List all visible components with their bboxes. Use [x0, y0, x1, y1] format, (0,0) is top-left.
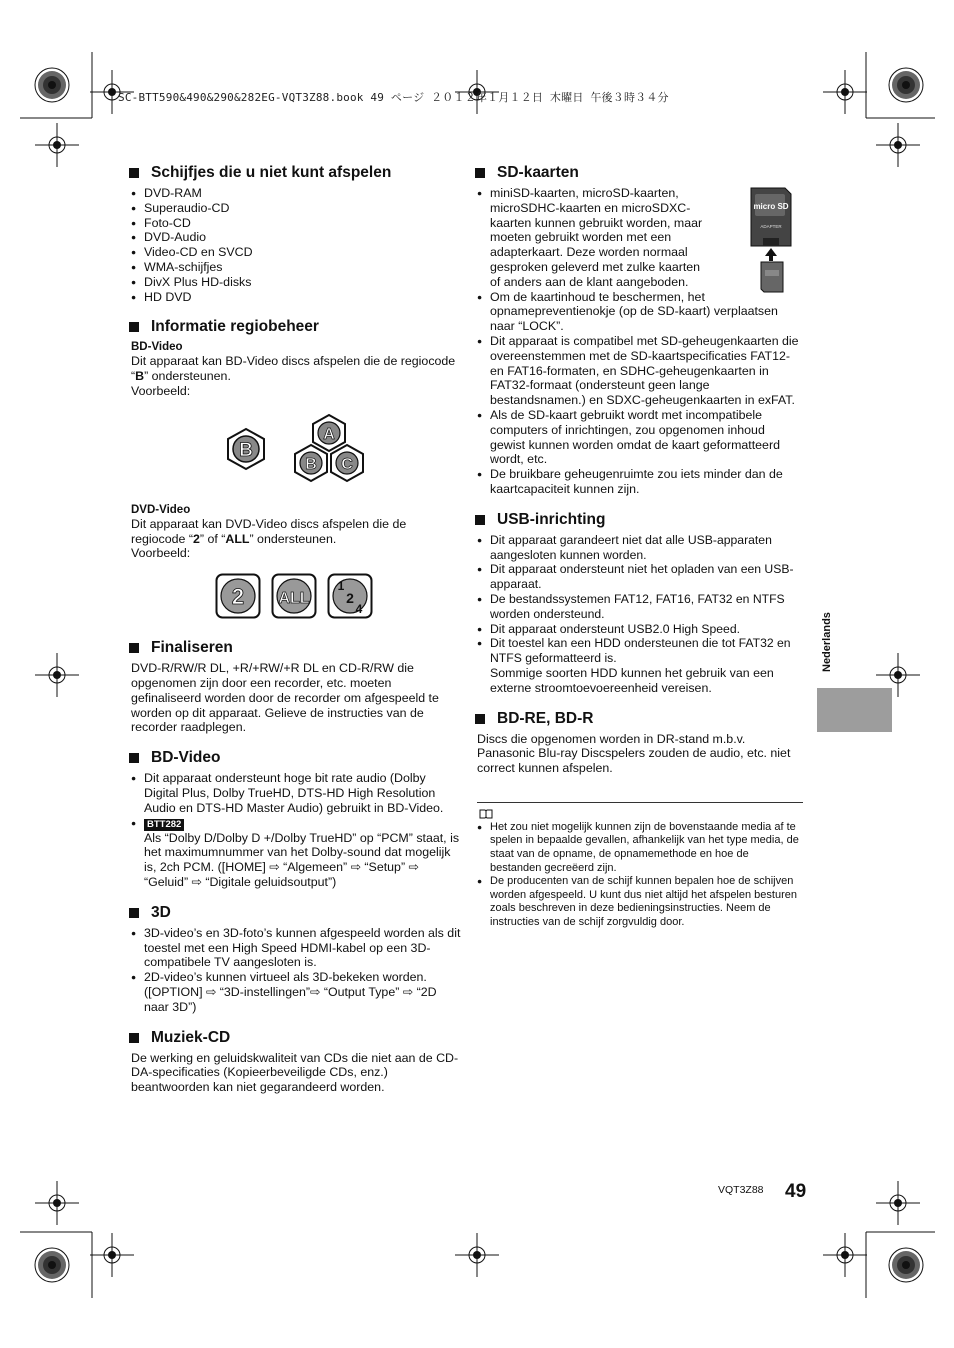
3d-list — [131, 926, 461, 1015]
list-item: ● Dit apparaat garandeert niet dat alle USB-apparaten aangesloten kunnen worden. — [477, 533, 803, 563]
section-bd-re — [477, 710, 803, 776]
list-item: ● BTT282 Als “Dolby D/Dolby D +/Dolby TrueHD” op “PCM” staat, is het maximumnummer van het Dolby-sound dat mogelijk is, 2ch PCM. ([HOME] ⇨ “Algemeen” ⇨ “Setup” ⇨ “Geluid” ⇨ “Digitale geluidsoutput”) — [131, 816, 461, 890]
section-title: Finaliseren — [129, 639, 461, 657]
square-bullet-icon — [129, 168, 139, 178]
svg-text:ADAPTER: ADAPTER — [760, 224, 782, 229]
language-tab-label: Nederlands — [821, 612, 833, 672]
list-item: ● De producenten van de schijf kunnen bepalen hoe de schijven worden afgespeeld. U kunt dus niet altijd het afspelen besturen zoals beschreven in deze bedieningsinstructies. Neem de instructies van de schijf zorgvuldig door. — [477, 875, 803, 929]
bd-region-b-icon — [226, 427, 266, 471]
page-number: 49 — [785, 1181, 807, 1202]
section-3d — [131, 904, 461, 1015]
list-item: ● Foto-CD — [131, 216, 461, 231]
section-title: BD-Video — [129, 749, 461, 767]
section-title: Informatie regiobeheer — [129, 318, 461, 336]
svg-text:2: 2 — [346, 590, 354, 607]
section-title: BD-RE, BD-R — [475, 710, 803, 728]
bd-video-list — [131, 771, 461, 890]
left-column — [131, 164, 461, 1109]
list-item: ● Dit apparaat ondersteunt hoge bit rate audio (Dolby Digital Plus, Dolby TrueHD, DTS-HD High Resolution Audio en DTS-HD Master Audio) gebruikt in BD-Video. — [131, 771, 461, 815]
list-item: ● Superaudio-CD — [131, 201, 461, 216]
dvd-region-logos — [215, 573, 461, 619]
example-label: Voorbeeld: — [131, 546, 191, 561]
usb-extra-text: Sommige soorten HDD kunnen het gebruik van een externe stroomtoevoereenheid vereisen. — [490, 665, 774, 695]
section-region-management — [131, 318, 461, 619]
square-bullet-icon — [475, 714, 485, 724]
svg-text:B: B — [305, 455, 317, 473]
svg-text:1: 1 — [337, 579, 345, 594]
list-item: ● Het zou niet mogelijk kunnen zijn de bovenstaande media af te spelen in bepaalde gevallen, afhankelijk van het type media, de staat van de opname, de opnamemethode en hoe de bestanden gecreëerd zijn. — [477, 821, 803, 875]
list-item: ● HD DVD — [131, 290, 461, 305]
section-unplayable-discs — [131, 164, 461, 304]
svg-text:C: C — [341, 455, 353, 473]
svg-text:B: B — [239, 439, 253, 461]
bd-region-text: Dit apparaat kan BD-Video discs afspelen die de regiocode “B” ondersteunen. — [131, 354, 456, 384]
dvd-region-all-icon — [271, 573, 317, 619]
list-item: ● miniSD-kaarten, microSD-kaarten, microSDHC-kaarten en microSDXC-kaarten kunnen gebruikt worden, maar moeten gebruikt worden met een adapterkaart. Deze worden normaal gesproken geleverd met zulke kaarten of anders aan de klant aangeboden. — [477, 186, 803, 290]
section-music-cd — [131, 1029, 461, 1095]
right-column — [477, 164, 803, 930]
section-title: Schijfjes die u niet kunt afspelen — [129, 164, 461, 182]
list-item: ● Video-CD en SVCD — [131, 245, 461, 260]
finalize-text: DVD-R/RW/R DL, +R/+RW/+R DL en CD-R/RW die opgenomen zijn door een recorder, etc. moeten gefinaliseerd worden door de recorder om afgespeeld te worden op dit apparaat. Gelieve de instructies van de recorder raadplegen. — [131, 661, 439, 735]
square-bullet-icon — [129, 643, 139, 653]
section-title: Muziek-CD — [129, 1029, 461, 1047]
dvd-region-text: Dit apparaat kan DVD-Video discs afspelen die de regiocode “2” of “ALL” ondersteunen. — [131, 516, 407, 546]
section-sd-cards — [477, 164, 803, 497]
section-finalize — [131, 639, 461, 735]
list-item: ● DVD-RAM — [131, 186, 461, 201]
list-item: ● Om de kaartinhoud te beschermen, het opnamepreventienokje (op de SD-kaart) verplaatsen naar “LOCK”. — [477, 290, 803, 334]
dvd-video-subheading: DVD-Video — [131, 503, 191, 516]
bd-region-abc-icon — [292, 413, 366, 485]
svg-text:4: 4 — [355, 602, 363, 617]
list-item: ● 2D-video’s kunnen virtueel als 3D-bekeken worden. ([OPTION] ⇨ “3D-instellingen”⇨ “Output Type” ⇨ “2D naar 3D”) — [131, 970, 461, 1014]
list-item: ● WMA-schijfjes — [131, 260, 461, 275]
svg-text:ALL: ALL — [278, 590, 310, 608]
bd-video-subheading: BD-Video — [131, 341, 183, 354]
model-badge: BTT282 — [144, 819, 184, 831]
list-item: ● De bestandssystemen FAT12, FAT16, FAT32 en NTFS worden ondersteund. — [477, 592, 803, 622]
section-title: USB-inrichting — [475, 511, 803, 529]
book-note-icon — [479, 809, 493, 819]
section-bd-video — [131, 749, 461, 890]
square-bullet-icon — [475, 515, 485, 525]
music-cd-text: De werking en geluidskwaliteit van CDs die niet aan de CD-DA-specificaties (Kopieerbeveiligde CDs, enz.) beantwoorden kan niet gegarandeerd worden. — [131, 1050, 459, 1095]
list-item: ● Als de SD-kaart gebruikt wordt met incompatibele computers of inrichtingen, zou opgenomen inhoud gewist kunnen worden omdat de kaart geformatteerd wordt, etc. — [477, 408, 803, 467]
list-item: ● 3D-video’s en 3D-foto’s kunnen afgespeeld worden als dit toestel met een High Speed HDMI-kabel op een 3D-compatibele TV aangesloten is. — [131, 926, 461, 970]
dvd-region-124-icon — [327, 573, 373, 619]
square-bullet-icon — [129, 322, 139, 332]
bd-re-text: Discs die opgenomen worden in DR-stand m.b.v. Panasonic Blu-ray Discspelers zouden de audio, etc. niet correct kunnen afspelen. — [477, 731, 791, 776]
notes-divider — [477, 802, 803, 803]
list-item: ● Dit apparaat ondersteunt niet het opladen van een USB-apparaat. — [477, 562, 803, 592]
list-item: ● Dit apparaat is compatibel met SD-geheugenkaarten die overeenstemmen met de SD-kaartspecificaties FAT12- en FAT16-formaten, en SDHC-geheugenkaarten in FAT32-formaat (ondersteunt geen lange bestandsnamen.) en SDXC-geheugenkaarten in exFAT. — [477, 334, 803, 408]
section-usb — [477, 511, 803, 696]
dvd-region-2-icon — [215, 573, 261, 619]
list-item: ● DVD-Audio — [131, 230, 461, 245]
svg-text:micro SD: micro SD — [753, 202, 789, 211]
sd-list — [477, 186, 803, 497]
list-item: ● DivX Plus HD-disks — [131, 275, 461, 290]
unplayable-list — [131, 186, 461, 304]
list-item: ● De bruikbare geheugenruimte zou iets minder dan de kaartcapaciteit kunnen zijn. — [477, 467, 803, 497]
example-label: Voorbeeld: — [131, 383, 191, 398]
section-title: SD-kaarten — [475, 164, 803, 182]
svg-text:A: A — [323, 425, 335, 443]
usb-list — [477, 533, 803, 666]
book-header-line: SC-BTT590&490&290&282EG-VQT3Z88.book 49 ページ ２０１２年１月１２日 木曜日 午後３時３４分 — [118, 91, 669, 104]
square-bullet-icon — [129, 753, 139, 763]
document-code: VQT3Z88 — [718, 1184, 764, 1196]
list-item: ● Dit toestel kan een HDD ondersteunen die tot FAT32 en NTFS geformatteerd is. — [477, 636, 803, 666]
section-title: 3D — [129, 904, 461, 922]
square-bullet-icon — [129, 908, 139, 918]
notes-list — [477, 821, 803, 930]
bd-region-logos — [131, 413, 461, 485]
svg-text:2: 2 — [231, 584, 245, 610]
language-tab-marker — [817, 688, 892, 732]
square-bullet-icon — [475, 168, 485, 178]
list-item: ● Dit apparaat ondersteunt USB2.0 High Speed. — [477, 622, 803, 637]
square-bullet-icon — [129, 1033, 139, 1043]
